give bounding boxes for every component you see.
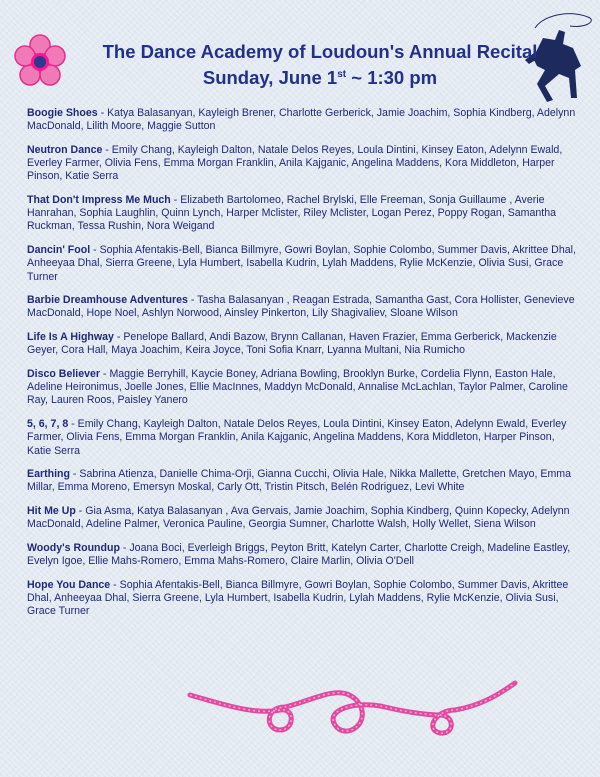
separator: - [170,194,181,207]
recital-date [70,63,570,89]
separator: - [68,418,78,431]
routine-entry [27,468,579,494]
routine-title: Hope You Dance [27,578,111,591]
routine-title: Earthing [27,468,70,481]
page-title [70,40,570,89]
separator: - [69,468,80,481]
separator: - [90,244,100,257]
routine-title: Neutron Dance [27,143,103,156]
routine-performers: Emily Chang, Kayleigh Dalton, Natale Delos Reyes, Loula Dintini, Kinsey Eaton, Adelynn Ewald, Everley Farmer, Olivia Fens, Emma Morgan Franklin, Anila Kajganic, Angelina Maddens, Kora Middleton, Harper Pinson, Katie Serra [27,143,563,183]
separator: - [100,368,110,381]
program-list [27,107,579,629]
routine-performers: Gia Asma, Katya Balasanyan , Ava Gervais, Jamie Joachim, Sophia Kindberg, Quinn Kopecky, Adelynn MacDonald, Adeline Palmer, Veronica Pauline, Georgia Sumner, Charlotte Walsh, Holly Wellet, Siena Wilson [27,505,570,531]
routine-entry [27,107,579,133]
routine-performers: Tasha Balasanyan , Reagan Estrada, Samantha Gast, Cora Hollister, Genevieve MacDonald, Hope Noel, Ashlyn Norwood, Ainsley Pinkerton, Lily Shagivaliev, Sloane Wilson [27,294,575,320]
time-text: ~ 1:30 pm [346,67,438,89]
routine-title: Life Is A Highway [27,331,114,344]
separator: - [75,505,86,518]
routine-title: That Don't Impress Me Much [27,194,171,207]
routine-title: Barbie Dreamhouse Adventures [27,294,188,307]
routine-entry [27,418,579,458]
recital-title: The Dance Academy of Loudoun's Annual Recital [102,41,538,62]
routine-performers: Katya Balasanyan, Kayleigh Brener, Charlotte Gerberick, Jamie Joachim, Sophia Kindberg, Adelynn MacDonald, Lilith Moore, Maggie Sutton [27,107,576,133]
separator: - [97,107,108,119]
routine-entry [27,194,579,234]
routine-performers: Elizabeth Bartolomeo, Rachel Brylski, Elle Freeman, Sonja Guillaume , Averie Hanrahan, Sophia Laughlin, Quinn Lynch, Harper Mclister, Riley Mclister, Logan Perez, Poppy Rogan, Samantha Ruckman, Tessa Rushin, Nora Weigand [27,194,556,233]
routine-entry [27,505,579,531]
routine-entry [27,542,579,568]
separator: - [119,542,130,555]
routine-title: 5, 6, 7, 8 [27,418,69,431]
routine-entry [27,579,579,619]
routine-entry [27,368,579,408]
routine-title: Dancin' Fool [27,244,91,257]
routine-performers: Penelope Ballard, Andi Bazow, Brynn Callanan, Haven Frazier, Emma Gerberick, Mackenzie Geyer, Cora Hall, Maya Joachim, Keira Joyce, Toni Sofia Knarr, Lyanna Multani, Nia Rumicho [27,331,557,357]
routine-title: Disco Believer [27,368,101,381]
routine-title: Hit Me Up [27,505,76,518]
date-text: Sunday, June 1 [202,67,338,89]
routine-performers: Sophia Afentakis-Bell, Bianca Billmyre, Gowri Boylan, Sophie Colombo, Summer Davis, Akrittee Dhal, Anheeyaa Dhal, Sierra Greene, Lyla Humbert, Isabella Kudrin, Lylah Maddens, Rylie McKenzie, Olivia Susi, Grace Turner [27,244,576,283]
date-suffix: st [337,69,347,80]
routine-entry [27,244,579,284]
rope-decoration-icon [185,675,520,750]
routine-performers: Sophia Afentakis-Bell, Bianca Billmyre, Gowri Boylan, Sophie Colombo, Summer Davis, Akrittee Dhal, Anheeyaa Dhal, Sierra Greene, Lyla Humbert, Isabella Kudrin, Lylah Maddens, Rylie McKenzie, Olivia Susi, Grace Turner [27,578,569,618]
routine-entry [27,294,579,320]
routine-entry [27,144,579,184]
routine-entry [27,331,579,357]
separator: - [110,578,120,591]
separator: - [102,143,112,156]
routine-performers: Sabrina Atienza, Danielle Chima-Orji, Gianna Cucchi, Olivia Hale, Nikka Mallette, Gretchen Mayo, Emma Millar, Emma Moreno, Emersyn Moskal, Carly Ott, Tristin Pitsch, Belén Rodriguez, Levi White [27,468,572,494]
routine-performers: Maggie Berryhill, Kaycie Boney, Adriana Bowling, Brooklyn Burke, Cordelia Flynn, Easton Hale, Adeline Heironimus, Joelle Jones, Ellie MacInnes, Maddyn McDonald, Annalise McLachlan, Taylor Palmer, Caroline Ray, Lauren Roos, Paisley Yanero [27,368,568,407]
separator: - [187,294,198,307]
separator: - [113,331,124,344]
flower-icon [13,34,67,88]
routine-title: Woody's Roundup [27,542,120,555]
routine-performers: Emily Chang, Kayleigh Dalton, Natale Delos Reyes, Loula Dintini, Kinsey Eaton, Adelynn Ewald, Everley Farmer, Olivia Fens, Emma Morgan Franklin, Anila Kajganic, Angelina Maddens, Kora Middleton, Harper Pinson, Katie Serra [27,418,567,457]
routine-performers: Joana Boci, Everleigh Briggs, Peyton Britt, Katelyn Carter, Charlotte Creigh, Madeline Eastley, Evelyn Igoe, Ellie Mahs-Romero, Emma Mahs-Romero, Claire Marlin, Olivia O'Dell [27,542,571,568]
routine-title: Boogie Shoes [27,107,98,119]
